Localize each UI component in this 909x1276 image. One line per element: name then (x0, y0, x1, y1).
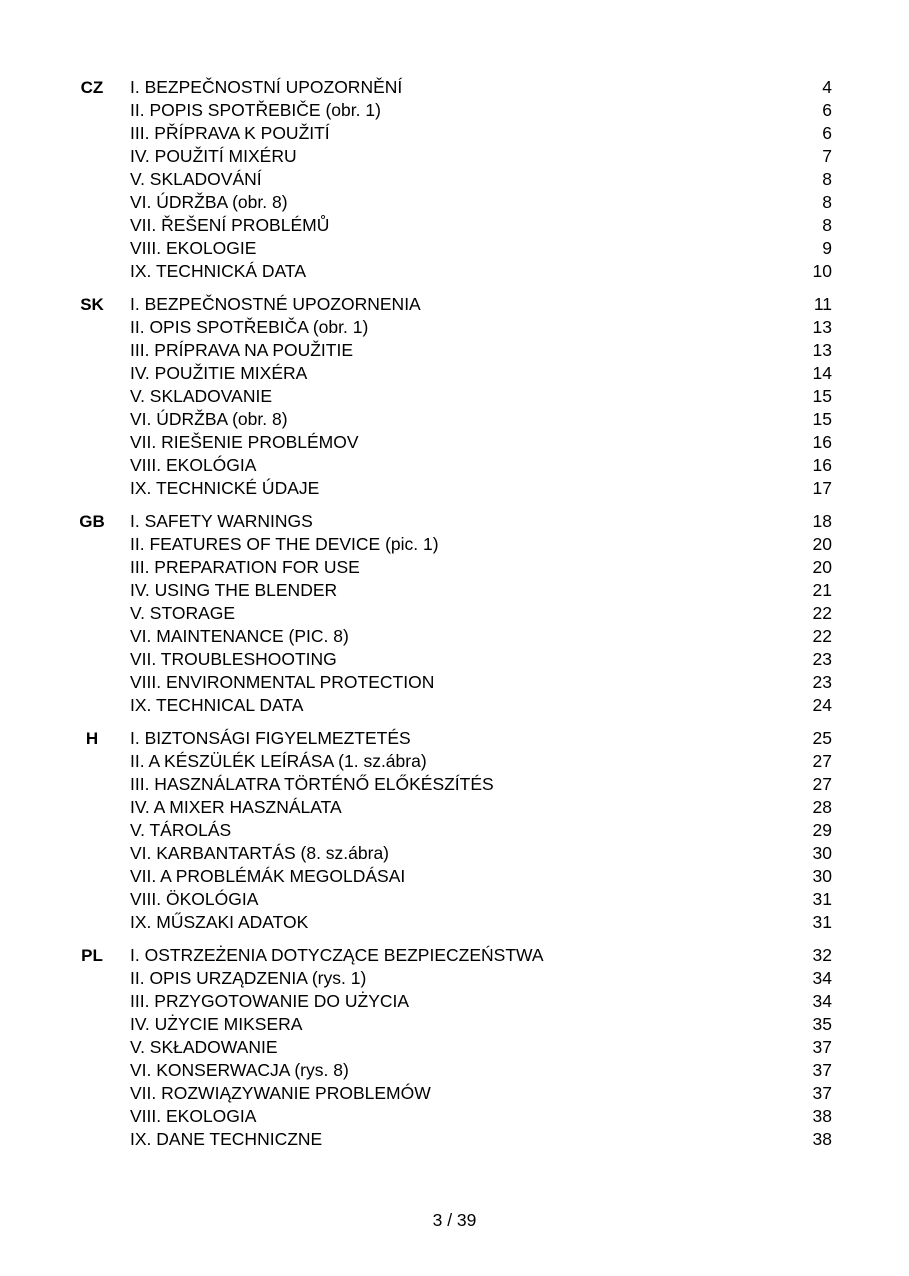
toc-entry-page: 10 (812, 261, 832, 281)
toc-section-pl (0, 944, 909, 1151)
toc-entry-page: 9 (822, 238, 832, 258)
toc-entry-page: 34 (812, 968, 832, 988)
toc-entry-page: 24 (812, 695, 832, 715)
toc-section-cz (0, 76, 909, 283)
toc-entry-title: II. FEATURES OF THE DEVICE (pic. 1) (130, 534, 439, 554)
toc-entry[interactable] (0, 122, 909, 145)
toc-entry[interactable] (0, 727, 909, 750)
toc-entry-page: 32 (812, 945, 832, 965)
toc-entry-title: III. PRZYGOTOWANIE DO UŻYCIA (130, 991, 410, 1011)
toc-entry-title: VIII. EKOLÓGIA (130, 455, 257, 475)
toc-entry-page: 6 (822, 123, 832, 143)
toc-entry-page: 8 (822, 192, 832, 212)
toc-entry-page: 20 (812, 534, 832, 554)
toc-entry[interactable] (0, 625, 909, 648)
toc-entry-page: 22 (812, 603, 832, 623)
toc-entry[interactable] (0, 385, 909, 408)
toc-entry[interactable] (0, 694, 909, 717)
toc-entry-page: 4 (822, 77, 832, 97)
toc-entry[interactable] (0, 1059, 909, 1082)
toc-entry-title: I. BEZPEČNOSTNÍ UPOZORNĚNÍ (130, 77, 403, 97)
toc-section-sk (0, 293, 909, 500)
toc-entry[interactable] (0, 648, 909, 671)
toc-entry[interactable] (0, 796, 909, 819)
toc-entry[interactable] (0, 556, 909, 579)
toc-entry-title: II. OPIS SPOTŘEBIČA (obr. 1) (130, 317, 369, 337)
toc-entry-page: 15 (812, 386, 832, 406)
toc-entry-title: IX. TECHNICKÁ DATA (130, 261, 306, 281)
toc-entry[interactable] (0, 1036, 909, 1059)
toc-entry-page: 6 (822, 100, 832, 120)
toc-entry[interactable] (0, 888, 909, 911)
toc-entry-page: 11 (813, 294, 832, 314)
toc-entry-page: 31 (812, 889, 832, 909)
toc-entry[interactable] (0, 76, 909, 99)
toc-entry-page: 25 (812, 728, 832, 748)
toc-entry[interactable] (0, 865, 909, 888)
toc-entry-page: 16 (812, 455, 832, 475)
toc-entry[interactable] (0, 293, 909, 316)
language-code: PL (81, 946, 103, 965)
toc-entry[interactable] (0, 1082, 909, 1105)
language-code: H (85, 729, 99, 748)
toc-entry-page: 38 (812, 1129, 832, 1149)
toc-entry-page: 17 (812, 478, 832, 498)
toc-entry[interactable] (0, 967, 909, 990)
toc-entry-title: IX. TECHNICAL DATA (130, 695, 304, 715)
toc-entry-page: 14 (812, 363, 832, 383)
toc-entry-page: 13 (812, 317, 832, 337)
toc-entry[interactable] (0, 260, 909, 283)
toc-entry[interactable] (0, 671, 909, 694)
page-number: 3 / 39 (432, 1210, 477, 1230)
toc-entry-page: 15 (812, 409, 832, 429)
toc-entry[interactable] (0, 214, 909, 237)
toc-entry-title: VII. ŘEŠENÍ PROBLÉMŮ (130, 215, 330, 235)
toc-entry-title: V. SKŁADOWANIE (130, 1037, 278, 1057)
toc-entry[interactable] (0, 510, 909, 533)
toc-entry-title: VIII. ENVIRONMENTAL PROTECTION (130, 672, 435, 692)
toc-entry-title: VI. KONSERWACJA (rys. 8) (130, 1060, 349, 1080)
toc-entry-page: 7 (822, 146, 832, 166)
toc-entry[interactable] (0, 168, 909, 191)
toc-entry-title: IX. MŰSZAKI ADATOK (130, 912, 309, 932)
toc-entry-title: VII. ROZWIĄZYWANIE PROBLEMÓW (130, 1083, 431, 1103)
toc-entry[interactable] (0, 533, 909, 556)
toc-entry-title: II. POPIS SPOTŘEBIČE (obr. 1) (130, 100, 381, 120)
toc-entry-page: 37 (812, 1060, 832, 1080)
toc-entry[interactable] (0, 944, 909, 967)
toc-entry-page: 8 (822, 215, 832, 235)
toc-entry[interactable] (0, 316, 909, 339)
toc-entry[interactable] (0, 145, 909, 168)
toc-entry[interactable] (0, 339, 909, 362)
toc-entry-title: II. A KÉSZÜLÉK LEÍRÁSA (1. sz.ábra) (130, 751, 427, 771)
toc-entry-page: 23 (812, 649, 832, 669)
toc-entry[interactable] (0, 819, 909, 842)
toc-entry-title: V. STORAGE (130, 603, 236, 623)
toc-entry[interactable] (0, 842, 909, 865)
toc-entry-title: IV. A MIXER HASZNÁLATA (130, 797, 342, 817)
toc-entry-page: 38 (812, 1106, 832, 1126)
language-code: SK (80, 295, 104, 314)
toc-entry-page: 18 (812, 511, 832, 531)
toc-entry-title: I. OSTRZEŻENIA DOTYCZĄCE BEZPIECZEŃSTWA (130, 945, 544, 965)
toc-entry[interactable] (0, 1105, 909, 1128)
toc-entry[interactable] (0, 773, 909, 796)
toc-entry-title: VII. TROUBLESHOOTING (130, 649, 337, 669)
toc-entry-title: VI. ÚDRŽBA (obr. 8) (130, 409, 288, 429)
toc-entry-page: 30 (812, 866, 832, 886)
toc-entry-title: VII. RIEŠENIE PROBLÉMOV (130, 432, 359, 452)
toc-entry-title: IV. USING THE BLENDER (130, 580, 338, 600)
toc-entry-page: 28 (812, 797, 832, 817)
toc-entry[interactable] (0, 191, 909, 214)
toc-entry-page: 20 (812, 557, 832, 577)
toc-entry-title: III. PREPARATION FOR USE (130, 557, 360, 577)
toc-entry[interactable] (0, 602, 909, 625)
table-of-contents (0, 76, 909, 1161)
toc-entry-title: III. HASZNÁLATRA TÖRTÉNŐ ELŐKÉSZÍTÉS (130, 774, 494, 794)
toc-entry[interactable] (0, 911, 909, 934)
toc-entry-page: 37 (812, 1037, 832, 1057)
toc-entry-page: 27 (812, 774, 832, 794)
toc-section-gb (0, 510, 909, 717)
toc-entry-title: VI. MAINTENANCE (PIC. 8) (130, 626, 349, 646)
toc-entry-page: 37 (812, 1083, 832, 1103)
toc-entry[interactable] (0, 431, 909, 454)
toc-entry-page: 27 (812, 751, 832, 771)
toc-entry[interactable] (0, 408, 909, 431)
toc-entry-page: 8 (822, 169, 832, 189)
toc-entry-title: VIII. EKOLOGIE (130, 238, 257, 258)
toc-entry-page: 23 (812, 672, 832, 692)
toc-entry-page: 29 (812, 820, 832, 840)
toc-entry[interactable] (0, 477, 909, 500)
toc-entry-title: VII. A PROBLÉMÁK MEGOLDÁSAI (130, 866, 406, 886)
toc-entry-title: V. SKLADOVANIE (130, 386, 273, 406)
language-code: CZ (80, 78, 104, 97)
toc-entry-title: VIII. ÖKOLÓGIA (130, 889, 259, 909)
toc-entry-title: I. BEZPEČNOSTNÉ UPOZORNENIA (130, 294, 421, 314)
toc-entry-page: 22 (812, 626, 832, 646)
toc-entry[interactable] (0, 1128, 909, 1151)
toc-entry[interactable] (0, 579, 909, 602)
toc-entry[interactable] (0, 1013, 909, 1036)
toc-entry[interactable] (0, 362, 909, 385)
toc-entry[interactable] (0, 750, 909, 773)
toc-entry-title: III. PŘÍPRAVA K POUŽITÍ (130, 123, 330, 143)
toc-entry-title: VI. ÚDRŽBA (obr. 8) (130, 192, 288, 212)
toc-entry-page: 31 (812, 912, 832, 932)
toc-entry-title: IV. UŻYCIE MIKSERA (130, 1014, 303, 1034)
toc-entry-title: V. SKLADOVÁNÍ (130, 169, 262, 189)
toc-entry-title: IV. POUŽITIE MIXÉRA (130, 363, 308, 383)
toc-entry-title: VI. KARBANTARTÁS (8. sz.ábra) (130, 843, 390, 863)
toc-entry[interactable] (0, 454, 909, 477)
toc-entry-title: IX. DANE TECHNICZNE (130, 1129, 323, 1149)
toc-entry-title: I. SAFETY WARNINGS (130, 511, 313, 531)
toc-entry[interactable] (0, 237, 909, 260)
toc-entry-title: I. BIZTONSÁGI FIGYELMEZTETÉS (130, 728, 411, 748)
toc-entry[interactable] (0, 990, 909, 1013)
toc-entry-title: V. TÁROLÁS (130, 820, 232, 840)
toc-entry-title: VIII. EKOLOGIA (130, 1106, 257, 1126)
toc-entry-page: 30 (812, 843, 832, 863)
toc-entry-page: 35 (812, 1014, 832, 1034)
toc-entry-title: III. PRÍPRAVA NA POUŽITIE (130, 340, 354, 360)
toc-entry-page: 21 (812, 580, 832, 600)
toc-entry-page: 16 (812, 432, 832, 452)
toc-entry[interactable] (0, 99, 909, 122)
toc-entry-title: IV. POUŽITÍ MIXÉRU (130, 146, 297, 166)
toc-section-h (0, 727, 909, 934)
toc-entry-title: IX. TECHNICKÉ ÚDAJE (130, 478, 320, 498)
toc-entry-page: 34 (812, 991, 832, 1011)
toc-entry-title: II. OPIS URZĄDZENIA (rys. 1) (130, 968, 367, 988)
toc-entry-page: 13 (812, 340, 832, 360)
language-code: GB (79, 512, 105, 531)
